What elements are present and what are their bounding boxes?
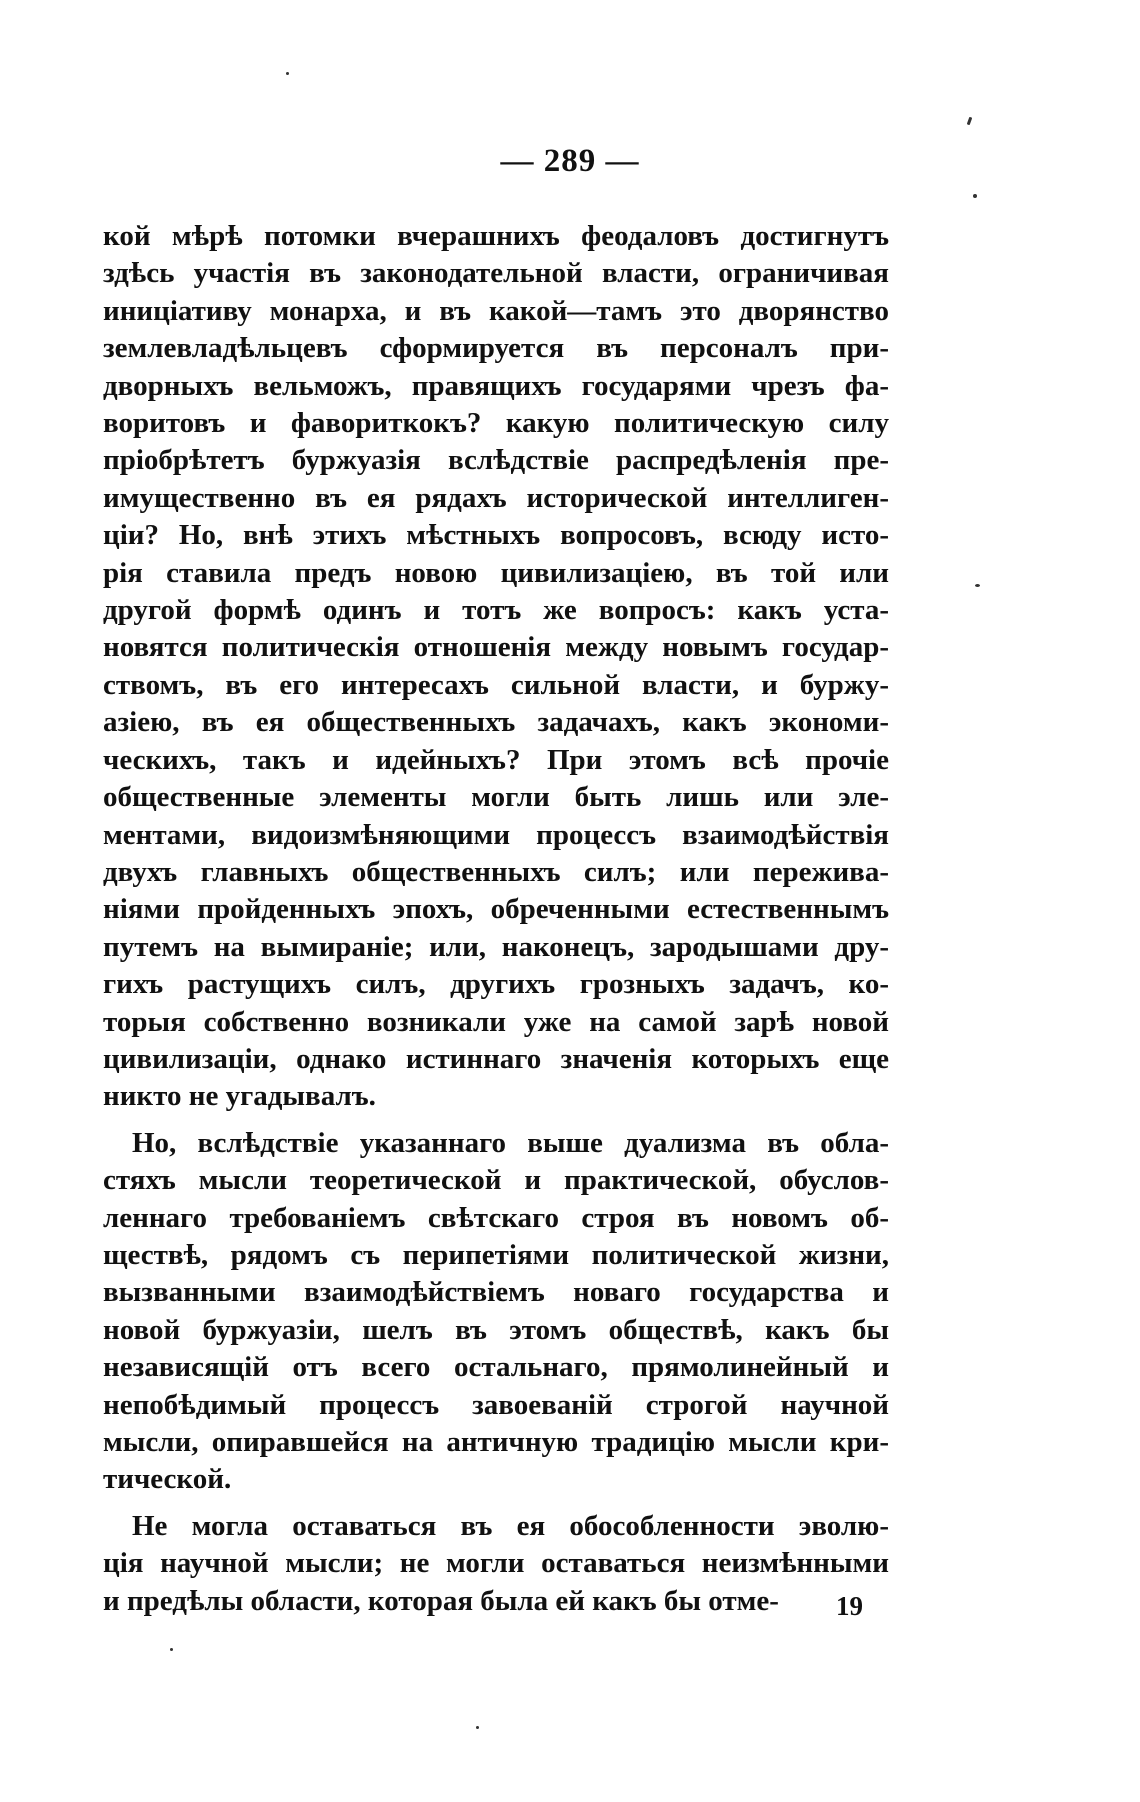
text-line: цивилизаціи, однако истиннаго значенія которыхъ еще (103, 1042, 889, 1075)
text-line: другой формѣ одинъ и тотъ же вопросъ: какъ уста- (103, 594, 889, 627)
paragraph (103, 1508, 889, 1620)
text-line: двухъ главныхъ общественныхъ силъ; или пережива- (103, 855, 889, 888)
text-line: леннаго требованіемъ свѣтскаго строя въ новомъ об- (103, 1201, 889, 1234)
text-line: ствомъ, въ его интересахъ сильной власти, и буржу- (103, 668, 889, 701)
text-line: кой мѣрѣ потомки вчерашнихъ феодаловъ достигнутъ (103, 220, 889, 252)
text-line: имущественно въ ея рядахъ исторической интеллиген- (103, 481, 889, 514)
text-line: ческихъ, такъ и идейныхъ? При этомъ всѣ прочіе (103, 743, 889, 776)
paragraph (103, 218, 889, 1116)
scan-speck (975, 584, 980, 587)
text-line: стяхъ мысли теоретической и практической, обуслов- (103, 1164, 889, 1197)
text-line: землевладѣльцевъ сформируется въ персоналъ при- (103, 332, 889, 365)
text-line: непобѣдимый процессъ завоеваній строгой научной (103, 1388, 889, 1421)
text-line: гихъ растущихъ силъ, другихъ грозныхъ задачъ, ко- (103, 968, 889, 1001)
text-line: ществѣ, рядомъ съ перипетіями политической жизни, (103, 1238, 889, 1271)
paragraph (103, 1125, 889, 1499)
text-line: дворныхъ вельможъ, правящихъ государями чрезъ фа- (103, 369, 889, 402)
text-line: Но, вслѣдствіе указаннаго выше дуализма въ обла- (132, 1126, 889, 1159)
text-line: Не могла оставаться въ ея обособленности эволю- (132, 1509, 889, 1542)
scan-speck (967, 117, 973, 126)
text-line: ція научной мысли; не могли оставаться неизмѣнными (103, 1547, 889, 1580)
text-line: независящій отъ всего остальнаго, прямолинейный и (103, 1351, 889, 1384)
text-line: рія ставила предъ новою цивилизаціею, въ той или (103, 556, 889, 589)
text-line: иниціативу монарха, и въ какой—тамъ это дворянство (103, 294, 889, 327)
text-line: никто не угадывалъ. (103, 1080, 376, 1113)
scan-speck (476, 1726, 479, 1729)
text-line: мысли, опиравшейся на античную традицію мысли кри- (103, 1426, 889, 1458)
page-number: — 289 — (500, 143, 640, 179)
text-line: ціи? Но, внѣ этихъ мѣстныхъ вопросовъ, всюду исто- (103, 519, 889, 552)
text-line: вызванными взаимодѣйствіемъ новаго государства и (103, 1276, 889, 1309)
scan-speck (286, 72, 289, 75)
text-block (103, 218, 889, 1620)
text-line: новятся политическія отношенія между новымъ государ- (103, 631, 889, 664)
scan-speck (973, 194, 977, 198)
text-line: пріобрѣтетъ буржуазія вслѣдствіе распредѣленія пре- (103, 444, 889, 477)
text-line: новой буржуазіи, шелъ въ этомъ обществѣ, какъ бы (103, 1313, 889, 1346)
text-line: путемъ на вымираніе; или, наконецъ, зародышами дру- (103, 930, 889, 963)
text-line: общественные элементы могли быть лишь или эле- (103, 781, 889, 814)
text-line: воритовъ и фавориткокъ? какую политическую силу (103, 407, 889, 440)
text-line: тической. (103, 1463, 232, 1496)
text-line: азіею, въ ея общественныхъ задачахъ, какъ экономи- (103, 706, 889, 739)
scan-speck (170, 1648, 173, 1651)
text-line: ніями пройденныхъ эпохъ, обреченными естественнымъ (103, 893, 889, 926)
text-line: торыя собственно возникали уже на самой зарѣ новой (103, 1005, 889, 1038)
text-line: здѣсь участія въ законодательной власти, ограничивая (103, 257, 889, 290)
signature-mark: 19 (836, 1591, 863, 1621)
text-line: и предѣлы области, которая была ей какъ бы отме- (103, 1584, 779, 1617)
text-line: ментами, видоизмѣняющими процессъ взаимодѣйствія (103, 818, 889, 851)
